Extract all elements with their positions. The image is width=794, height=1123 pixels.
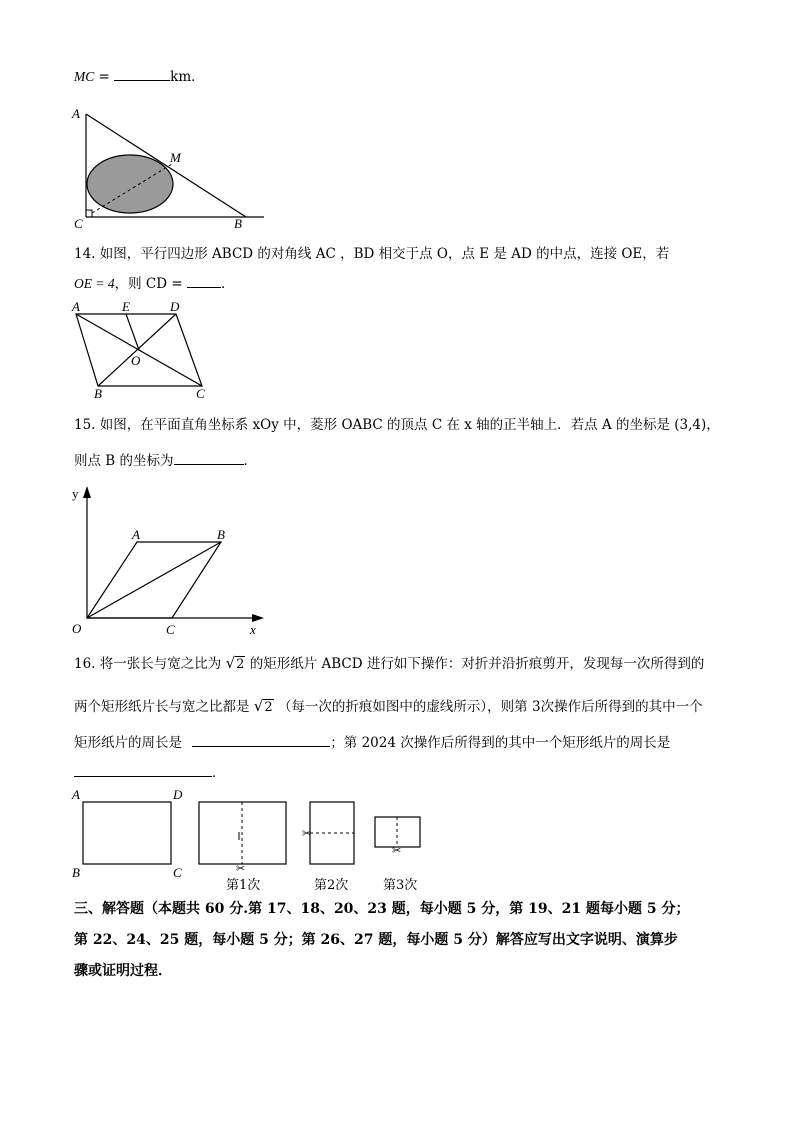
caption-step1: 第1次	[226, 878, 261, 893]
mc-label: MC	[74, 69, 95, 84]
q16-line2	[74, 697, 703, 717]
answer-blank[interactable]	[174, 452, 244, 465]
label-o: O	[131, 353, 141, 368]
label-e: E	[122, 299, 130, 314]
label-c: C	[173, 865, 182, 880]
label-d: D	[173, 787, 183, 802]
q14-figure	[66, 298, 226, 400]
sqrt-radicand: 2	[264, 700, 273, 715]
caption-step3: 第3次	[383, 878, 418, 893]
q15-prompt: 则点 B 的坐标为	[74, 453, 174, 469]
q14-line2	[74, 275, 234, 293]
q13-figure	[66, 100, 276, 235]
q15-figure	[66, 482, 276, 642]
lake-ellipse	[87, 155, 173, 213]
label-c: C	[166, 622, 175, 637]
equals-sign: =	[94, 69, 115, 85]
sqrt-symbol: √2	[253, 697, 273, 715]
q14-line1: 14. 如图，平行四边形 ABCD 的对角线 AC ，BD 相交于点 O，点 E 是 AD 的中点，连接 OE，若	[74, 246, 670, 262]
label-m: M	[170, 150, 181, 165]
unit-km: km	[170, 69, 192, 85]
sqrt-radicand: 2	[236, 657, 245, 672]
q16-text-e: 矩形纸片的周长是	[74, 735, 182, 751]
diagonal-bd	[98, 314, 176, 386]
segment-oe	[126, 314, 139, 350]
answer-blank[interactable]	[187, 275, 221, 288]
right-angle-mark	[86, 210, 92, 217]
scissors-icon: ✂	[392, 845, 402, 857]
section3-line1: 三、解答题（本题共 60 分.第 17、18、20、23 题，每小题 5 分，第 19、21 题每小题 5 分；	[74, 901, 690, 917]
q16-line1	[74, 654, 704, 674]
diagonal-ob	[87, 542, 221, 618]
q16-text-f: ；第 2024 次操作后所得到的其中一个矩形纸片的周长是	[330, 735, 671, 751]
period: ．	[191, 69, 205, 85]
scissors-icon: ✂	[302, 828, 312, 840]
q16-text-c: 两个矩形纸片长与宽之比都是	[74, 699, 250, 715]
rect-abcd	[83, 802, 171, 864]
period: ．	[220, 276, 235, 292]
section3-line3: 骤或证明过程．	[74, 963, 172, 979]
q16-text-b: 的矩形纸片 ABCD 进行如下操作：对折并沿折痕剪开，发现每一次所得到的	[249, 656, 705, 672]
q15-line2	[74, 452, 257, 470]
period: ．	[243, 453, 258, 469]
oe-value: OE = 4	[74, 276, 115, 291]
answer-blank-1[interactable]	[192, 734, 330, 747]
sqrt-symbol: √2	[225, 654, 245, 672]
y-axis-arrow	[83, 486, 91, 498]
cd-prompt: ，则 CD =	[114, 276, 187, 292]
label-a: A	[72, 106, 80, 121]
label-a: A	[72, 787, 80, 802]
label-c: C	[74, 216, 83, 231]
answer-blank-2[interactable]	[74, 764, 212, 777]
label-a: A	[132, 527, 140, 542]
q16-text-d: （每一次的折痕如图中的虚线所示），则第 3次操作后所得到的其中一个	[277, 699, 703, 715]
q16-figure	[66, 784, 436, 884]
q16-text-a: 16. 将一张长与宽之比为	[74, 656, 222, 672]
label-d: D	[170, 299, 180, 314]
label-b: B	[94, 386, 102, 400]
section3-line2: 第 22、24、25 题，每小题 5 分；第 26、27 题，每小题 5 分）解答应写出文字说明、演算步	[74, 932, 678, 948]
label-y: y	[72, 486, 79, 501]
label-c: C	[196, 386, 205, 400]
period: ．	[212, 765, 226, 781]
label-b: B	[234, 216, 242, 231]
scissors-icon: ✂	[236, 863, 246, 875]
answer-blank[interactable]	[114, 68, 170, 81]
x-axis-arrow	[252, 614, 264, 622]
q15-line1: 15. 如图，在平面直角坐标系 xOy 中，菱形 OABC 的顶点 C 在 x 轴的正半轴上．若点 A 的坐标是 (3,4)，	[74, 417, 720, 433]
caption-step2: 第2次	[314, 878, 349, 893]
q16-line4	[74, 764, 226, 782]
label-a: A	[72, 299, 80, 314]
label-o: O	[72, 621, 82, 636]
label-b: B	[72, 865, 80, 880]
q13-answer-line	[74, 68, 205, 86]
label-b: B	[217, 527, 225, 542]
q16-line3	[74, 734, 670, 752]
label-x: x	[250, 622, 256, 637]
